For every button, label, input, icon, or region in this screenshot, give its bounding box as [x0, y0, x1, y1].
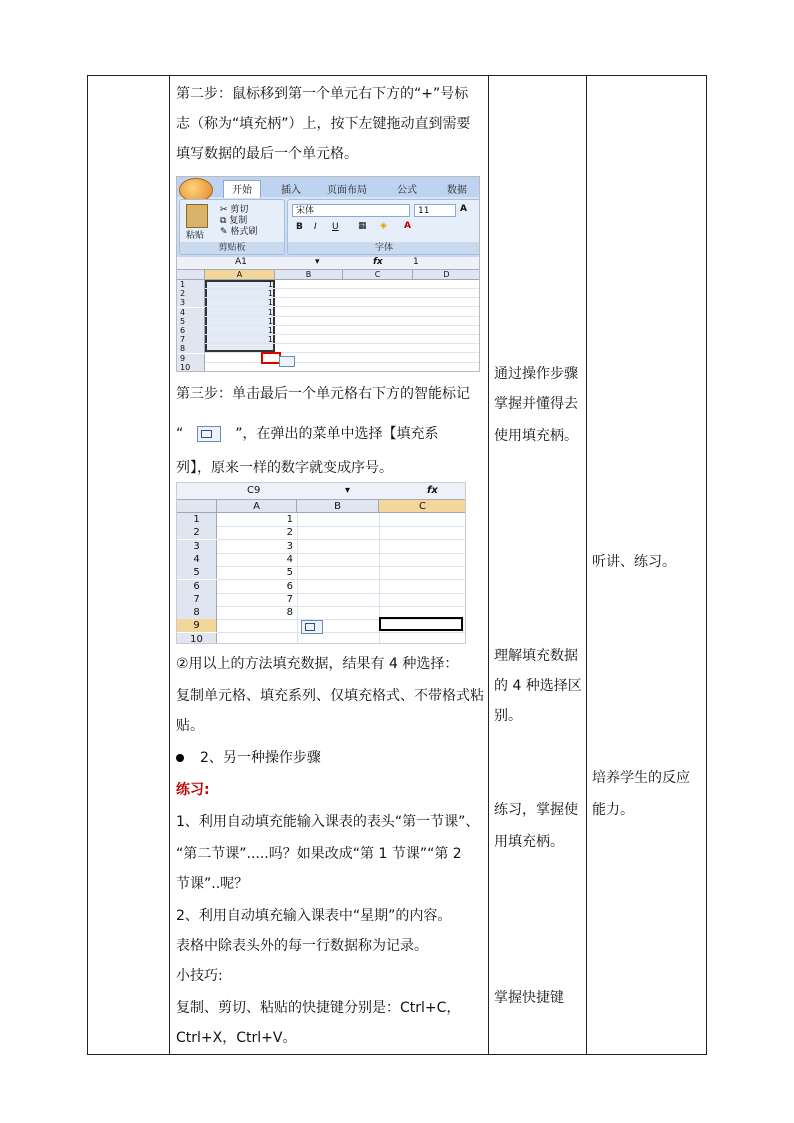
tab-insert[interactable]: 插入 [281, 185, 301, 196]
format-painter-label: 格式刷 [230, 227, 258, 237]
row-header[interactable]: 9 [177, 354, 205, 363]
row-header[interactable]: 8 [177, 606, 217, 619]
column-header[interactable]: A [217, 500, 297, 513]
cell-value[interactable]: 1 [286, 514, 293, 525]
clipboard-group [179, 199, 285, 255]
format-painter-button[interactable]: ✎ 格式刷 [220, 227, 258, 237]
worksheet-row [177, 280, 480, 289]
font-color-icon[interactable]: A [404, 221, 411, 231]
choices-line: 复制单元格、填充系列、仅填充格式、不带格式粘 [176, 688, 484, 704]
cut-label: 剪切 [230, 205, 249, 215]
practice-line: 节课”..呢？ [176, 876, 249, 892]
worksheet-grid [177, 270, 480, 372]
worksheet-row [177, 344, 480, 353]
cell-value[interactable]: 2 [286, 527, 293, 539]
fx-icon[interactable]: fx [373, 257, 383, 267]
lesson-table [87, 75, 707, 1055]
cell-value[interactable]: 4 [286, 553, 293, 565]
step3-line [176, 424, 439, 444]
cell-value[interactable]: 1 [267, 298, 273, 308]
column-divider [586, 76, 587, 1054]
choices-line: 贴。 [176, 718, 204, 734]
practice-line: 表格中除表头外的每一行数据称为记录。 [176, 938, 428, 954]
clipboard-group-label: 剪贴板 [180, 242, 284, 254]
cell-value[interactable]: 1 [267, 307, 273, 317]
dropdown-arrow-icon[interactable]: ▾ [345, 485, 351, 496]
smart-tag-icon[interactable] [279, 356, 295, 367]
worksheet-row [177, 317, 480, 326]
row-header[interactable]: 10 [177, 633, 217, 644]
worksheet-row [177, 335, 480, 344]
row-header[interactable]: 3 [177, 540, 217, 553]
bullet-item [176, 748, 321, 768]
cut-button[interactable]: ✂ 剪切 [220, 205, 249, 215]
column-divider [169, 76, 170, 1054]
cell-value[interactable]: 7 [286, 593, 293, 605]
objective-line: 掌握快捷键 [494, 990, 564, 1006]
step2-line: 填写数据的最后一个单元格。 [176, 146, 358, 162]
paste-button[interactable]: 粘贴 [186, 231, 205, 241]
practice-line: “第二节课”.....吗？如果改成“第 1 节课”“第 2 [176, 846, 462, 862]
quote-open: “ [176, 426, 184, 442]
choices-line: ②用以上的方法填充数据，结果有 4 种选择： [176, 656, 459, 672]
row-header[interactable]: 1 [177, 513, 217, 526]
row-header[interactable]: 6 [177, 580, 217, 593]
smart-tag-icon [197, 426, 221, 442]
formula-input[interactable]: 1 [413, 257, 419, 267]
row-header[interactable]: 10 [177, 363, 205, 372]
ribbon [177, 177, 479, 257]
corner-header[interactable] [177, 500, 217, 513]
worksheet-row [177, 298, 480, 307]
bullet-text: 2、另一种操作步骤 [200, 750, 321, 766]
column-header[interactable]: C [343, 270, 413, 280]
column-header[interactable]: D [413, 270, 480, 280]
bold-button[interactable]: B [296, 222, 303, 232]
cell-value[interactable]: 1 [267, 289, 273, 299]
worksheet-row [177, 308, 480, 317]
worksheet-row [177, 289, 480, 298]
grid-line [217, 632, 466, 633]
bullet-icon [176, 754, 184, 762]
borders-icon[interactable]: ▦ [358, 221, 367, 231]
font-size-select[interactable]: 11 [414, 204, 456, 217]
row-header[interactable]: 1 [177, 280, 205, 289]
cell-value[interactable]: 1 [267, 280, 273, 289]
practice-line: 2、利用自动填充输入课表中“星期”的内容。 [176, 908, 452, 924]
fx-icon[interactable]: fx [427, 485, 438, 496]
italic-button[interactable]: I [314, 222, 317, 232]
objective-line: 使用填充柄。 [494, 428, 578, 444]
cell-value[interactable]: 1 [267, 316, 273, 326]
tab-page-layout[interactable]: 页面布局 [327, 185, 367, 196]
cell-value[interactable]: 6 [286, 580, 293, 592]
fill-color-icon[interactable]: ◈ [380, 221, 387, 231]
activity-line: 听讲、练习。 [592, 554, 676, 570]
activity-line: 能力。 [592, 802, 634, 818]
copy-button[interactable]: ⧉ 复制 [220, 216, 248, 226]
row-header[interactable]: 4 [177, 553, 217, 566]
grid-line [205, 371, 480, 372]
column-header[interactable]: A [205, 270, 275, 280]
row-header[interactable]: 7 [177, 593, 217, 606]
column-divider [488, 76, 489, 1054]
copy-label: 复制 [229, 216, 248, 226]
column-header[interactable]: B [275, 270, 343, 280]
row-header[interactable]: 2 [177, 526, 217, 539]
formula-bar [177, 483, 465, 500]
objective-line: 练习，掌握使 [494, 802, 578, 818]
formula-bar [177, 257, 479, 270]
step2-line: 第二步：鼠标移到第一个单元右下方的“+”号标 [176, 86, 469, 102]
objective-line: 理解填充数据 [494, 648, 578, 664]
grow-font-button[interactable]: A [460, 204, 467, 214]
excel-screenshot-fill-handle [176, 176, 480, 372]
row-header[interactable]: 5 [177, 566, 217, 579]
cell-value[interactable]: 3 [286, 540, 293, 552]
row-header[interactable]: 7 [177, 335, 205, 344]
font-name-select[interactable]: 宋体 [292, 204, 410, 217]
objective-line: 用填充柄。 [494, 834, 564, 850]
excel-screenshot-series [176, 482, 466, 644]
underline-button[interactable]: U [332, 222, 339, 232]
paste-icon[interactable] [186, 204, 208, 228]
corner-header[interactable] [177, 270, 205, 280]
practice-line: 1、利用自动填充能输入课表的表头“第一节课”、 [176, 814, 480, 830]
column-header[interactable]: C [379, 500, 466, 513]
worksheet-row [177, 326, 480, 335]
row-header[interactable]: 3 [177, 298, 205, 307]
cell-value[interactable]: 5 [286, 567, 293, 579]
row-header[interactable]: 5 [177, 317, 205, 326]
row-header[interactable]: 9 [177, 619, 217, 632]
tab-home[interactable]: 开始 [223, 180, 261, 198]
activity-line: 培养学生的反应 [592, 770, 690, 786]
objective-line: 通过操作步骤 [494, 366, 578, 382]
row-header[interactable]: 6 [177, 326, 205, 335]
cell-value[interactable]: 1 [267, 326, 273, 335]
practice-line: Ctrl+X，Ctrl+V。 [176, 1030, 297, 1046]
ribbon-tabs [177, 177, 479, 197]
worksheet-row [177, 354, 480, 363]
name-box[interactable]: C9 [247, 485, 261, 496]
column-header[interactable]: B [297, 500, 379, 513]
objective-line: 别。 [494, 708, 522, 724]
name-box[interactable]: A1 [235, 257, 247, 267]
practice-line: 复制、剪切、粘贴的快捷键分别是：Ctrl+C， [176, 1000, 461, 1016]
dropdown-arrow-icon[interactable]: ▾ [315, 257, 320, 267]
cell-value[interactable]: 1 [267, 335, 273, 345]
row-header[interactable]: 8 [177, 344, 205, 353]
tab-data[interactable]: 数据 [447, 185, 467, 196]
step3-line: 列】，原来一样的数字就变成序号。 [176, 460, 393, 476]
objective-line: 的 4 种选择区 [494, 678, 582, 694]
step3-line: 第三步：单击最后一个单元格右下方的智能标记 [176, 386, 470, 402]
step3-line-rest: ”，在弹出的菜单中选择【填充系 [235, 426, 439, 442]
practice-heading: 练习: [176, 782, 210, 798]
objective-line: 掌握并懂得去 [494, 396, 578, 412]
fill-handle-highlight[interactable] [261, 352, 281, 364]
selected-cell[interactable] [379, 617, 463, 631]
step2-line: 志（称为“填充柄”）上，按下左键拖动直到需要 [176, 116, 471, 132]
smart-tag-icon[interactable] [301, 620, 323, 634]
font-group [287, 199, 480, 255]
tips-heading: 小技巧: [176, 968, 223, 984]
worksheet-row [177, 363, 480, 372]
row-header[interactable]: 2 [177, 289, 205, 298]
font-group-label: 字体 [288, 242, 480, 254]
cell-value[interactable]: 8 [286, 607, 293, 619]
tab-formulas[interactable]: 公式 [397, 185, 417, 196]
row-header[interactable]: 4 [177, 308, 205, 317]
